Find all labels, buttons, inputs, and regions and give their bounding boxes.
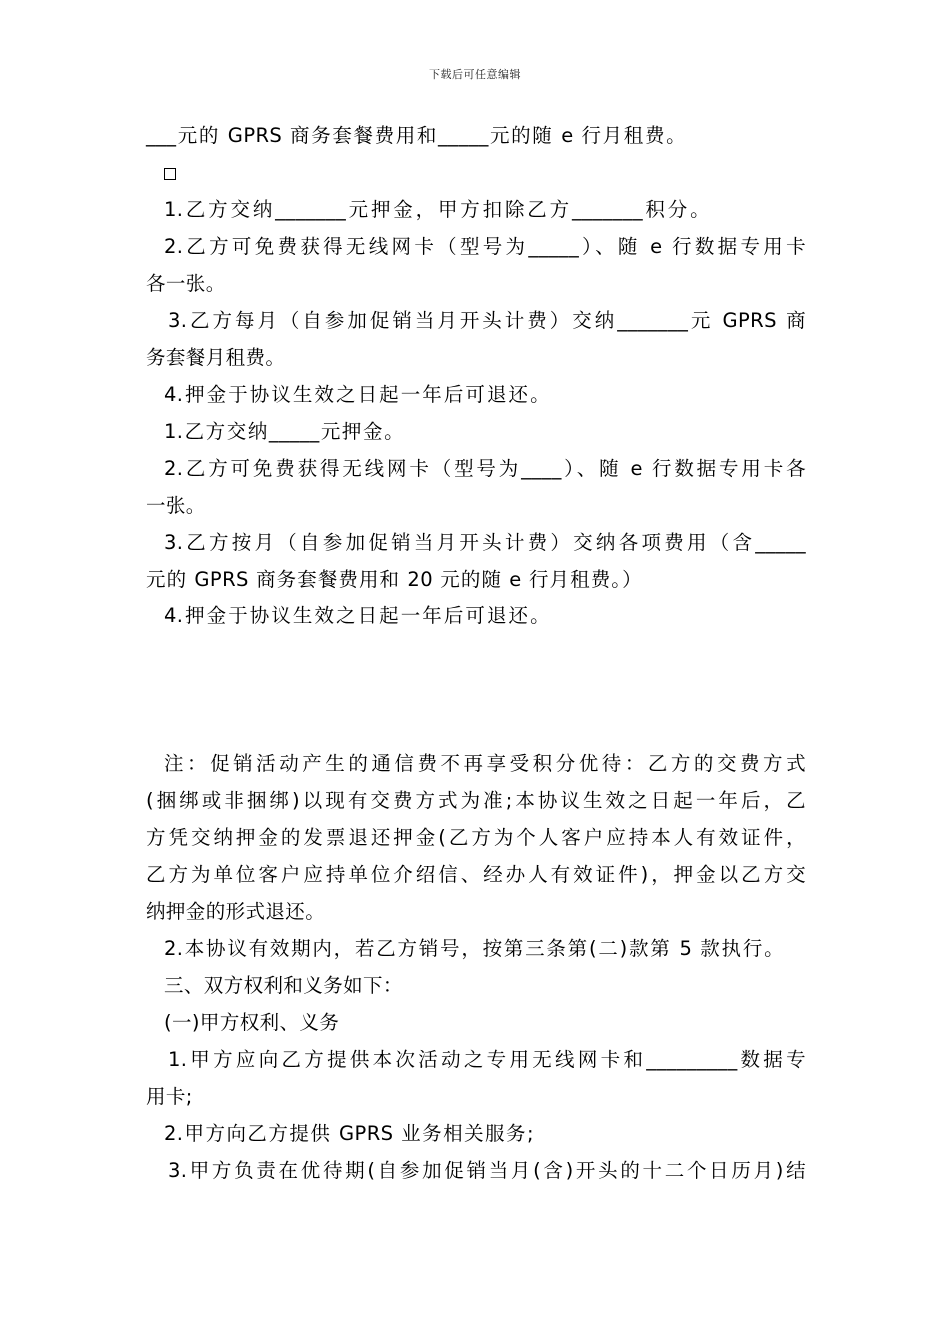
subsection-heading: (一)甲方权利、义务	[164, 1011, 340, 1034]
paragraph-line: 2.甲方向乙方提供 GPRS 业务相关服务;	[164, 1122, 534, 1145]
paragraph-line: 方凭交纳押金的发票退还押金(乙方为个人客户应持本人有效证件，	[146, 826, 806, 849]
paragraph-line: ___元的 GPRS 商务套餐费用和_____元的随 e 行月租费。	[146, 124, 686, 147]
paragraph-line: 用卡;	[146, 1085, 193, 1108]
paragraph-line: 3.乙方按月（自参加促销当月开头计费）交纳各项费用（含_____	[164, 531, 806, 554]
paragraph-line: 各一张。	[146, 272, 226, 295]
paragraph-line: 1.乙方交纳_____元押金。	[164, 420, 404, 443]
paragraph-line: 2.乙方可免费获得无线网卡（型号为_____）、随 e 行数据专用卡	[164, 235, 806, 258]
paragraph-line: 注：促销活动产生的通信费不再享受积分优待：乙方的交费方式	[164, 752, 806, 775]
page-header: 下载后可任意编辑	[429, 68, 521, 81]
paragraph-line: 3.乙方每月（自参加促销当月开头计费）交纳_______元 GPRS 商	[168, 309, 806, 332]
paragraph-line: 4.押金于协议生效之日起一年后可退还。	[164, 383, 550, 406]
paragraph-line: 4.押金于协议生效之日起一年后可退还。	[164, 604, 550, 627]
section-heading: 三、双方权利和义务如下：	[164, 974, 403, 997]
paragraph-line: 元的 GPRS 商务套餐费用和 20 元的随 e 行月租费。）	[146, 568, 642, 591]
checkbox-icon	[164, 168, 176, 180]
paragraph-line: 纳押金的形式退还。	[146, 900, 326, 923]
paragraph-line: 务套餐月租费。	[146, 346, 286, 369]
paragraph-line: 一张。	[146, 494, 206, 517]
paragraph-line: 1.乙方交纳_______元押金，甲方扣除乙方_______积分。	[164, 198, 710, 221]
paragraph-line: 2.本协议有效期内，若乙方销号，按第三条第(二)款第 5 款执行。	[164, 937, 784, 960]
paragraph-line: (捆绑或非捆绑)以现有交费方式为准;本协议生效之日起一年后，乙	[146, 789, 806, 812]
paragraph-line: 乙方为单位客户应持单位介绍信、经办人有效证件)，押金以乙方交	[146, 863, 806, 886]
paragraph-line: 3.甲方负责在优待期(自参加促销当月(含)开头的十二个日历月)结	[168, 1159, 806, 1182]
paragraph-line: 2.乙方可免费获得无线网卡（型号为____）、随 e 行数据专用卡各	[164, 457, 806, 480]
paragraph-line: 1.甲方应向乙方提供本次活动之专用无线网卡和_________数据专	[168, 1048, 806, 1071]
